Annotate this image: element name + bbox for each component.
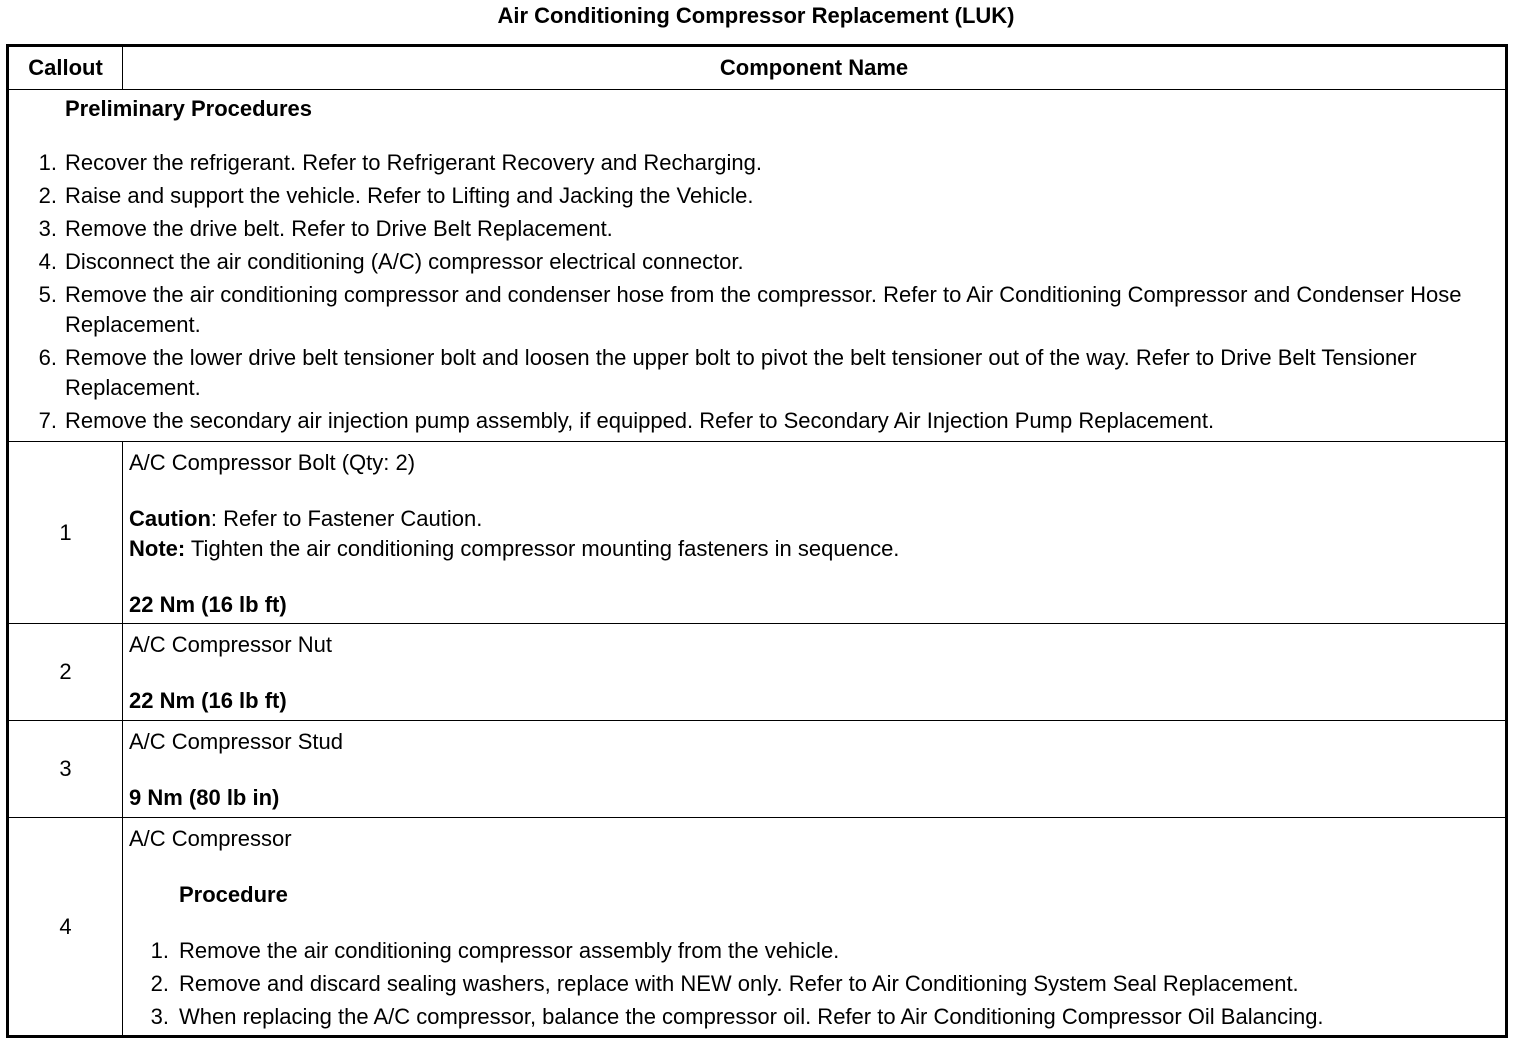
list-item: 7. Remove the secondary air injection pump assembly, if equipped. Refer to Secondary Air Injection Pump Replacement. bbox=[38, 408, 1215, 433]
table-row bbox=[8, 624, 1507, 721]
callout-cell: 3 bbox=[8, 721, 123, 818]
list-item: 2. Remove and discard sealing washers, replace with NEW only. Refer to Air Conditioning System Seal Replacement. bbox=[150, 971, 1299, 996]
table-header-row bbox=[8, 46, 1507, 90]
callout-cell: 4 bbox=[8, 818, 123, 1037]
torque-spec: 22 Nm (16 lb ft) bbox=[129, 688, 287, 713]
component-cell bbox=[123, 442, 1507, 624]
table-row bbox=[8, 818, 1507, 1037]
torque-spec: 9 Nm (80 lb in) bbox=[129, 785, 280, 810]
list-item: 2. Raise and support the vehicle. Refer to Lifting and Jacking the Vehicle. bbox=[38, 183, 754, 208]
list-item: 5. Remove the air conditioning compressor and condenser hose from the compressor. Refer to Air Conditioning Compressor and Condenser Hose Replacement. bbox=[38, 282, 1462, 337]
preliminary-heading: Preliminary Procedures bbox=[65, 96, 313, 121]
list-item: 1. Remove the air conditioning compressor assembly from the vehicle. bbox=[150, 938, 840, 963]
preliminary-steps bbox=[27, 148, 1495, 436]
component-cell bbox=[123, 818, 1507, 1037]
list-item: 6. Remove the lower drive belt tensioner bolt and loosen the upper bolt to pivot the belt tensioner out of the way. Refer to Drive Belt Tensioner Replacement. bbox=[38, 345, 1417, 400]
list-item: 4. Disconnect the air conditioning (A/C) compressor electrical connector. bbox=[38, 249, 744, 274]
component-cell bbox=[123, 721, 1507, 818]
callout-header: Callout bbox=[8, 46, 123, 90]
component-name: A/C Compressor bbox=[129, 826, 292, 851]
component-name: A/C Compressor Stud bbox=[129, 729, 343, 754]
component-table bbox=[6, 44, 1508, 1038]
table-row bbox=[8, 721, 1507, 818]
caution-line: Caution: Refer to Fastener Caution. bbox=[129, 506, 483, 531]
callout-cell: 2 bbox=[8, 624, 123, 721]
table-row bbox=[8, 442, 1507, 624]
component-name-header: Component Name bbox=[123, 46, 1507, 90]
procedure-steps bbox=[129, 936, 1499, 1032]
procedure-heading: Procedure bbox=[179, 882, 288, 907]
list-item: 3. Remove the drive belt. Refer to Drive Belt Replacement. bbox=[38, 216, 613, 241]
list-item: 1. Recover the refrigerant. Refer to Refrigerant Recovery and Recharging. bbox=[38, 150, 763, 175]
note-line: Note: Tighten the air conditioning compressor mounting fasteners in sequence. bbox=[129, 536, 900, 561]
callout-cell: 1 bbox=[8, 442, 123, 624]
component-name: A/C Compressor Nut bbox=[129, 632, 332, 657]
component-cell bbox=[123, 624, 1507, 721]
preliminary-row bbox=[8, 90, 1507, 442]
note-label: Note: bbox=[129, 536, 186, 561]
component-name: A/C Compressor Bolt (Qty: 2) bbox=[129, 450, 416, 475]
torque-spec: 22 Nm (16 lb ft) bbox=[129, 592, 287, 617]
page-title: Air Conditioning Compressor Replacement (LUK) bbox=[497, 3, 1015, 28]
list-item: 3. When replacing the A/C compressor, balance the compressor oil. Refer to Air Conditioning Compressor Oil Balancing. bbox=[150, 1004, 1324, 1029]
caution-label: Caution bbox=[129, 506, 211, 531]
preliminary-procedures bbox=[8, 90, 1507, 442]
